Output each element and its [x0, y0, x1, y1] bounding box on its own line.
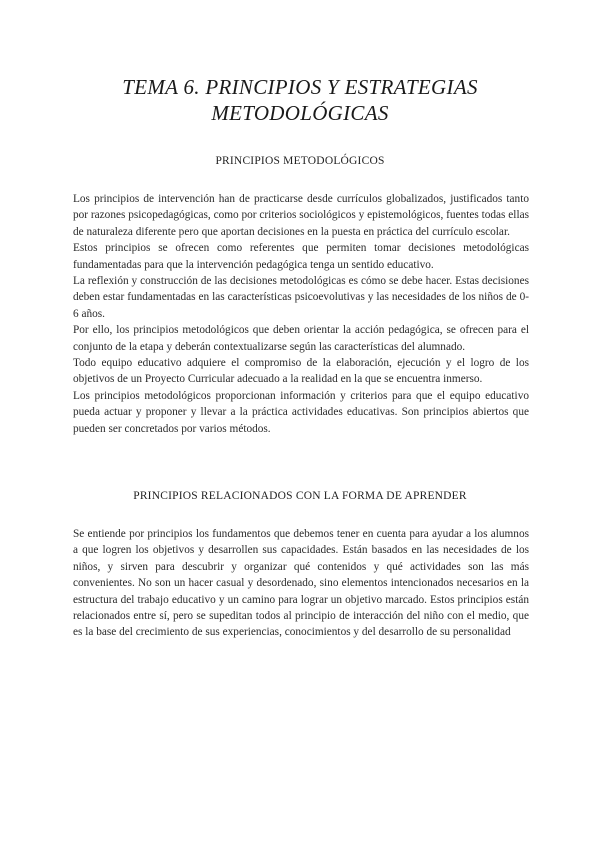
paragraph: Se entiende por principios los fundamentos que debemos tener en cuenta para ayudar a los alumnos a que logren los objetivos y desarrollen sus capacidades. Están basados en las necesidades de los niños, y sirven para descubrir y organizar qué contenidos y qué actividades son las más convenientes. No son un hacer casual y desordenado, sino elementos intencionados necesarios en la estructura del trabajo educativo y un camino para lograr un objetivo marcado. Estos principios están relacionados entre sí, pero se supeditan todos al principio de interacción del niño con el medio, que es la base del crecimiento de sus experiencias, conocimientos y del desarrollo de su personalidad	[73, 528, 529, 639]
paragraph: La reflexión y construcción de las decisiones metodológicas es cómo se debe hacer. Estas decisiones deben estar fundamentadas en las características psicoevolutivas y las necesidades de los niños de 0-6 años.	[73, 275, 529, 320]
section-heading-principios-metodologicos: PRINCIPIOS METODOLÓGICOS	[215, 155, 385, 167]
section-body-principios-metodologicos	[73, 191, 529, 437]
title-line-2: METODOLÓGICAS	[211, 101, 389, 125]
section-body-forma-de-aprender	[73, 526, 529, 641]
title-line-1: TEMA 6. PRINCIPIOS Y ESTRATEGIAS	[122, 75, 478, 99]
section-heading-forma-de-aprender: PRINCIPIOS RELACIONADOS CON LA FORMA DE APRENDER	[133, 490, 467, 502]
document-title	[60, 74, 540, 126]
paragraph: Por ello, los principios metodológicos que deben orientar la acción pedagógica, se ofrecen para el conjunto de la etapa y deberán contextualizarse según las características del alumnado.	[73, 324, 529, 353]
paragraph: Todo equipo educativo adquiere el compromiso de la elaboración, ejecución y el logro de los objetivos de un Proyecto Curricular adecuado a la realidad en la que se encuentra inmerso.	[73, 357, 529, 386]
paragraph: Los principios metodológicos proporcionan información y criterios para que el equipo educativo pueda actuar y proponer y llevar a la práctica actividades educativas. Son principios abiertos que pueden ser concretados por varios métodos.	[73, 389, 529, 435]
paragraph: Estos principios se ofrecen como referentes que permiten tomar decisiones metodológicas fundamentadas para que la intervención pedagógica tenga un sentido educativo.	[73, 242, 529, 271]
paragraph: Los principios de intervención han de practicarse desde currículos globalizados, justificados tanto por razones psicopedagógicas, como por criterios sociológicos y epistemológicos, fuentes todas ellas de naturaleza diferente pero que aportan decisiones en la puesta en práctica del currículo escolar.	[73, 193, 529, 238]
